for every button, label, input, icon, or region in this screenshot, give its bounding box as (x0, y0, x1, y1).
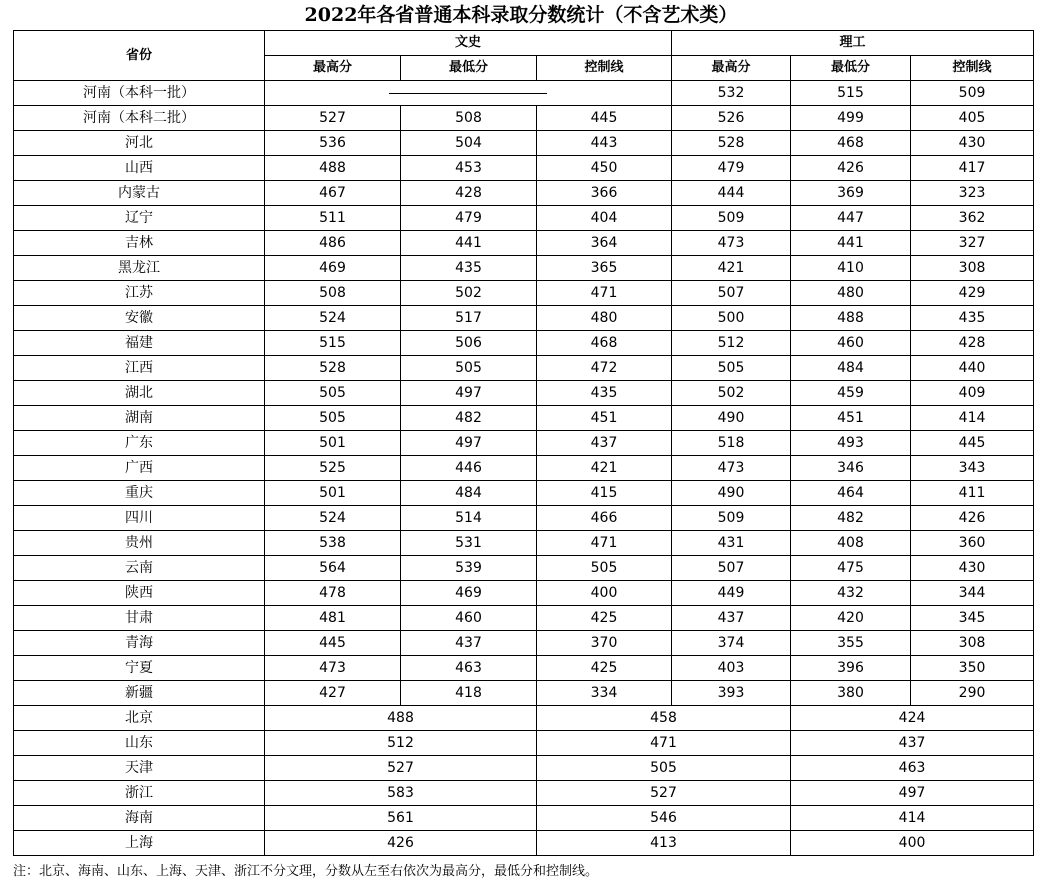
max-score-cell: 512 (265, 731, 537, 756)
score-cell: 532 (672, 81, 791, 106)
province-cell: 上海 (14, 831, 265, 856)
score-cell: 509 (672, 206, 791, 231)
score-cell: 405 (911, 106, 1034, 131)
score-cell: 515 (265, 331, 401, 356)
score-cell: 478 (265, 581, 401, 606)
score-cell: 445 (537, 106, 672, 131)
score-cell: 460 (401, 606, 537, 631)
score-cell: 459 (791, 381, 911, 406)
score-cell: 428 (401, 181, 537, 206)
province-cell: 福建 (14, 331, 265, 356)
province-cell: 北京 (14, 706, 265, 731)
score-cell: 366 (537, 181, 672, 206)
score-cell: 403 (672, 656, 791, 681)
score-cell: 447 (791, 206, 911, 231)
score-cell: 426 (911, 506, 1034, 531)
header-science: 理工 (672, 31, 1034, 56)
province-cell: 宁夏 (14, 656, 265, 681)
score-cell: 446 (401, 456, 537, 481)
score-cell: 408 (791, 531, 911, 556)
score-cell: 393 (672, 681, 791, 706)
footnote: 注：北京、海南、山东、上海、天津、浙江不分文理，分数从左至右依次为最高分，最低分和控制线。 (13, 864, 599, 879)
score-cell: 400 (537, 581, 672, 606)
table-row (14, 756, 1034, 781)
province-cell: 新疆 (14, 681, 265, 706)
score-cell: 468 (791, 131, 911, 156)
score-cell: 511 (265, 206, 401, 231)
score-cell: 501 (265, 481, 401, 506)
province-cell: 贵州 (14, 531, 265, 556)
table-row (14, 356, 1034, 381)
control-line-cell: 437 (791, 731, 1034, 756)
score-cell: 346 (791, 456, 911, 481)
score-cell: 308 (911, 256, 1034, 281)
score-cell: 451 (791, 406, 911, 431)
province-cell: 湖北 (14, 381, 265, 406)
province-cell: 陕西 (14, 581, 265, 606)
score-cell: 414 (911, 406, 1034, 431)
score-cell: 421 (672, 256, 791, 281)
province-cell: 黑龙江 (14, 256, 265, 281)
min-score-cell: 527 (537, 781, 791, 806)
score-cell: 469 (401, 581, 537, 606)
score-cell: 497 (401, 431, 537, 456)
province-cell: 重庆 (14, 481, 265, 506)
score-cell: 432 (791, 581, 911, 606)
province-cell: 山西 (14, 156, 265, 181)
score-cell: 374 (672, 631, 791, 656)
score-cell: 536 (265, 131, 401, 156)
score-cell: 484 (401, 481, 537, 506)
score-cell: 538 (265, 531, 401, 556)
score-cell: 488 (791, 306, 911, 331)
score-cell: 418 (401, 681, 537, 706)
score-cell: 502 (672, 381, 791, 406)
province-cell: 青海 (14, 631, 265, 656)
score-cell: 509 (672, 506, 791, 531)
score-cell: 473 (672, 231, 791, 256)
table-row (14, 181, 1034, 206)
province-cell: 内蒙古 (14, 181, 265, 206)
province-cell: 甘肃 (14, 606, 265, 631)
table-row (14, 406, 1034, 431)
header-min-score: 最低分 (401, 56, 537, 81)
score-cell: 507 (672, 281, 791, 306)
score-cell: 506 (401, 331, 537, 356)
score-cell: 517 (401, 306, 537, 331)
score-cell: 464 (791, 481, 911, 506)
score-cell: 323 (911, 181, 1034, 206)
table-row (14, 256, 1034, 281)
score-cell: 370 (537, 631, 672, 656)
province-cell: 四川 (14, 506, 265, 531)
score-cell: 473 (265, 656, 401, 681)
score-cell: 539 (401, 556, 537, 581)
score-cell: 486 (265, 231, 401, 256)
table-row (14, 306, 1034, 331)
table-row (14, 431, 1034, 456)
score-cell: 508 (401, 106, 537, 131)
score-cell: 473 (672, 456, 791, 481)
score-cell: 430 (911, 131, 1034, 156)
score-cell: 528 (265, 356, 401, 381)
score-cell: 475 (791, 556, 911, 581)
score-cell: 344 (911, 581, 1034, 606)
score-cell: 482 (791, 506, 911, 531)
score-cell: 327 (911, 231, 1034, 256)
min-score-cell: 505 (537, 756, 791, 781)
table-row (14, 206, 1034, 231)
score-cell: 505 (265, 381, 401, 406)
score-cell: 364 (537, 231, 672, 256)
score-cell: 479 (401, 206, 537, 231)
header-row-top (14, 31, 1034, 56)
score-cell: 467 (265, 181, 401, 206)
score-cell: 440 (911, 356, 1034, 381)
score-cell: 453 (401, 156, 537, 181)
province-cell: 河南（本科二批） (14, 106, 265, 131)
table-row (14, 606, 1034, 631)
table-row (14, 681, 1034, 706)
score-cell: 525 (265, 456, 401, 481)
score-cell: 441 (791, 231, 911, 256)
score-cell: 500 (672, 306, 791, 331)
header-control-line: 控制线 (911, 56, 1034, 81)
score-cell: 435 (537, 381, 672, 406)
province-cell: 江西 (14, 356, 265, 381)
score-cell: 350 (911, 656, 1034, 681)
min-score-cell: 546 (537, 806, 791, 831)
score-cell: 431 (672, 531, 791, 556)
score-cell: 404 (537, 206, 672, 231)
score-cell: 449 (672, 581, 791, 606)
province-cell: 河南（本科一批） (14, 81, 265, 106)
score-cell: 509 (911, 81, 1034, 106)
score-cell: 396 (791, 656, 911, 681)
score-table (13, 30, 1034, 856)
min-score-cell: 471 (537, 731, 791, 756)
score-cell: 444 (672, 181, 791, 206)
not-applicable-cell (265, 81, 672, 106)
score-cell: 515 (791, 81, 911, 106)
score-cell: 409 (911, 381, 1034, 406)
score-cell: 479 (672, 156, 791, 181)
score-cell: 501 (265, 431, 401, 456)
score-cell: 488 (265, 156, 401, 181)
score-cell: 497 (401, 381, 537, 406)
score-cell: 360 (911, 531, 1034, 556)
score-cell: 518 (672, 431, 791, 456)
score-cell: 437 (672, 606, 791, 631)
score-cell: 425 (537, 656, 672, 681)
score-cell: 428 (911, 331, 1034, 356)
dash-line (389, 93, 547, 94)
header-control-line: 控制线 (537, 56, 672, 81)
score-cell: 463 (401, 656, 537, 681)
province-cell: 广西 (14, 456, 265, 481)
table-row (14, 331, 1034, 356)
score-cell: 437 (537, 431, 672, 456)
score-cell: 365 (537, 256, 672, 281)
header-province: 省份 (14, 31, 265, 81)
table-row (14, 806, 1034, 831)
score-cell: 410 (791, 256, 911, 281)
score-cell: 468 (537, 331, 672, 356)
score-cell: 524 (265, 306, 401, 331)
province-cell: 江苏 (14, 281, 265, 306)
table-row (14, 531, 1034, 556)
province-cell: 辽宁 (14, 206, 265, 231)
header-liberal-arts: 文史 (265, 31, 672, 56)
score-cell: 460 (791, 331, 911, 356)
score-cell: 471 (537, 281, 672, 306)
score-cell: 355 (791, 631, 911, 656)
score-cell: 430 (911, 556, 1034, 581)
score-cell: 502 (401, 281, 537, 306)
score-cell: 484 (791, 356, 911, 381)
score-cell: 481 (265, 606, 401, 631)
score-cell: 441 (401, 231, 537, 256)
score-cell: 445 (265, 631, 401, 656)
score-cell: 334 (537, 681, 672, 706)
province-cell: 湖南 (14, 406, 265, 431)
score-cell: 445 (911, 431, 1034, 456)
score-cell: 514 (401, 506, 537, 531)
table-row (14, 156, 1034, 181)
max-score-cell: 426 (265, 831, 537, 856)
score-cell: 290 (911, 681, 1034, 706)
header-max-score: 最高分 (672, 56, 791, 81)
score-cell: 466 (537, 506, 672, 531)
score-cell: 420 (791, 606, 911, 631)
score-cell: 505 (537, 556, 672, 581)
control-line-cell: 400 (791, 831, 1034, 856)
table-row (14, 81, 1034, 106)
table-row (14, 231, 1034, 256)
table-row (14, 706, 1034, 731)
table-row (14, 506, 1034, 531)
score-cell: 450 (537, 156, 672, 181)
score-cell: 380 (791, 681, 911, 706)
score-cell: 524 (265, 506, 401, 531)
province-cell: 河北 (14, 131, 265, 156)
max-score-cell: 527 (265, 756, 537, 781)
score-cell: 469 (265, 256, 401, 281)
header-min-score: 最低分 (791, 56, 911, 81)
score-cell: 345 (911, 606, 1034, 631)
score-cell: 480 (791, 281, 911, 306)
max-score-cell: 583 (265, 781, 537, 806)
score-cell: 527 (265, 106, 401, 131)
header-max-score: 最高分 (265, 56, 401, 81)
score-cell: 411 (911, 481, 1034, 506)
province-cell: 海南 (14, 806, 265, 831)
score-cell: 504 (401, 131, 537, 156)
score-cell: 490 (672, 481, 791, 506)
table-row (14, 481, 1034, 506)
score-cell: 493 (791, 431, 911, 456)
table-row (14, 781, 1034, 806)
table-row (14, 831, 1034, 856)
control-line-cell: 463 (791, 756, 1034, 781)
score-cell: 507 (672, 556, 791, 581)
table-row (14, 456, 1034, 481)
province-cell: 吉林 (14, 231, 265, 256)
score-cell: 443 (537, 131, 672, 156)
score-cell: 362 (911, 206, 1034, 231)
score-cell: 435 (911, 306, 1034, 331)
score-cell: 499 (791, 106, 911, 131)
score-cell: 482 (401, 406, 537, 431)
table-row (14, 131, 1034, 156)
score-cell: 505 (401, 356, 537, 381)
score-cell: 564 (265, 556, 401, 581)
score-cell: 369 (791, 181, 911, 206)
score-cell: 308 (911, 631, 1034, 656)
table-row (14, 381, 1034, 406)
score-cell: 508 (265, 281, 401, 306)
score-cell: 528 (672, 131, 791, 156)
score-cell: 490 (672, 406, 791, 431)
score-cell: 505 (672, 356, 791, 381)
control-line-cell: 424 (791, 706, 1034, 731)
province-cell: 天津 (14, 756, 265, 781)
score-cell: 427 (265, 681, 401, 706)
min-score-cell: 413 (537, 831, 791, 856)
score-cell: 471 (537, 531, 672, 556)
max-score-cell: 488 (265, 706, 537, 731)
province-cell: 浙江 (14, 781, 265, 806)
province-cell: 广东 (14, 431, 265, 456)
min-score-cell: 458 (537, 706, 791, 731)
score-cell: 429 (911, 281, 1034, 306)
score-cell: 417 (911, 156, 1034, 181)
score-cell: 426 (791, 156, 911, 181)
score-cell: 437 (401, 631, 537, 656)
province-cell: 云南 (14, 556, 265, 581)
table-row (14, 656, 1034, 681)
score-cell: 435 (401, 256, 537, 281)
table-row (14, 581, 1034, 606)
table-row (14, 631, 1034, 656)
score-cell: 425 (537, 606, 672, 631)
score-cell: 451 (537, 406, 672, 431)
score-cell: 512 (672, 331, 791, 356)
table-row (14, 556, 1034, 581)
score-cell: 343 (911, 456, 1034, 481)
province-cell: 安徽 (14, 306, 265, 331)
score-cell: 415 (537, 481, 672, 506)
max-score-cell: 561 (265, 806, 537, 831)
page-title: 2022年各省普通本科录取分数统计（不含艺术类） (304, 4, 738, 26)
score-cell: 505 (265, 406, 401, 431)
control-line-cell: 497 (791, 781, 1034, 806)
score-cell: 472 (537, 356, 672, 381)
score-cell: 531 (401, 531, 537, 556)
table-row (14, 281, 1034, 306)
score-cell: 421 (537, 456, 672, 481)
table-row (14, 731, 1034, 756)
table-row (14, 106, 1034, 131)
score-cell: 480 (537, 306, 672, 331)
province-cell: 山东 (14, 731, 265, 756)
control-line-cell: 414 (791, 806, 1034, 831)
score-cell: 526 (672, 106, 791, 131)
